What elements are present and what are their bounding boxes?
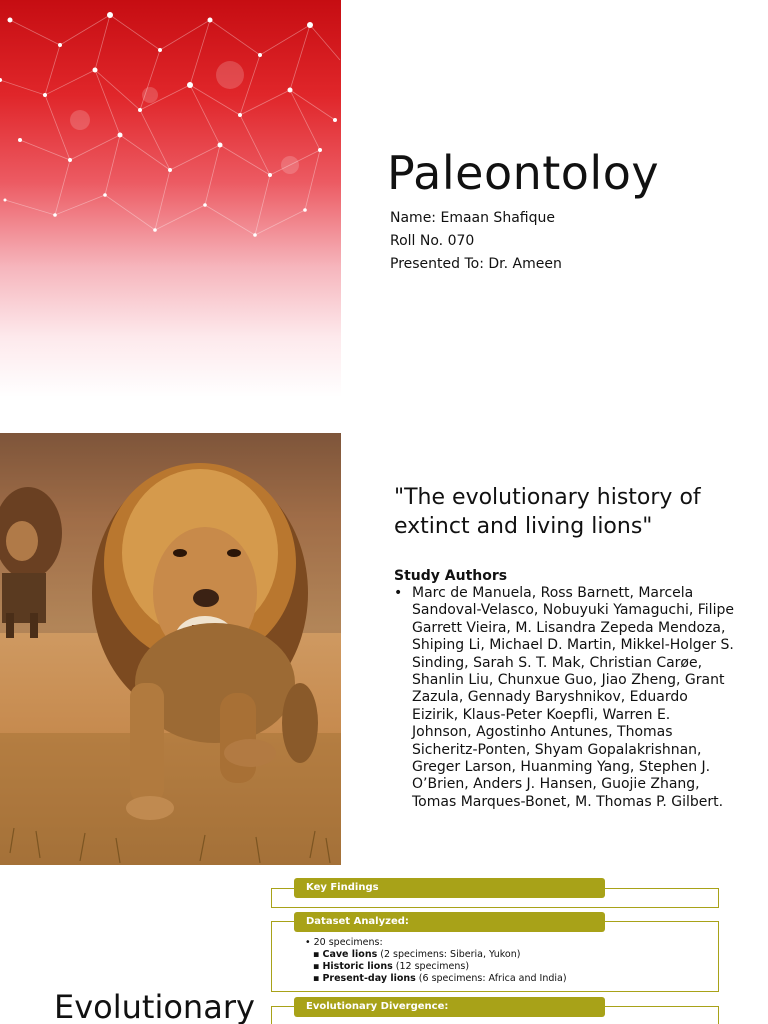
dataset-total: • 20 specimens:: [305, 937, 383, 948]
study-title-quote: "The evolutionary history of extinct and living lions": [394, 485, 701, 539]
cave-lions-detail: (2 specimens: Siberia, Yukon): [377, 949, 521, 960]
presenter-name: Name: Emaan Shafique: [390, 210, 555, 226]
present-lions-label: Present-day lions: [322, 973, 416, 984]
historic-lions-item: ▪ Historic lions (12 specimens): [313, 961, 470, 972]
historic-lions-label: Historic lions: [322, 961, 393, 972]
running-lion-photo: [0, 433, 341, 865]
present-lions-item: ▪ Present-day lions (6 specimens: Africa and India): [313, 973, 567, 984]
historic-lions-detail: (12 specimens): [392, 961, 470, 972]
study-slide: [0, 433, 768, 865]
study-authors-list: [394, 585, 734, 811]
key-findings-label: Key Findings: [294, 878, 605, 898]
cave-lions-label: Cave lions: [322, 949, 378, 960]
study-authors-item: • Marc de Manuela, Ross Barnett, Marcela Sandoval-Velasco, Nobuyuki Yamaguchi, Filipe Garrett Vieira, M. Lisandra Zepeda Mendoza, Shiping Li, Michael D. Martin, Mikkel-Holger S. Sinding, Sarah S. T. Mak, Christian Carøe, Shanlin Liu, Chunxue Guo, Jiao Zheng, Grant Zazula, Gennady Baryshnikov, Eduardo Eizirik, Klaus-Peter Koepfli, Warren E. Johnson, Agostinho Antunes, Thomas Sicheritz-Ponten, Shyam Gopalakrishnan, Greger Larson, Huanming Yang, Stephen J. O’Brien, Anders J. Hansen, Guojie Zhang, Tomas Marques-Bonet, M. Thomas P. Gilbert.: [394, 585, 734, 811]
cave-lions-item: ▪ Cave lions (2 specimens: Siberia, Yukon): [313, 949, 521, 960]
divergence-label: Evolutionary Divergence:: [294, 997, 605, 1017]
title-slide: [0, 0, 768, 432]
network-dots-graphic: [0, 0, 341, 432]
evolutionary-slide: [0, 866, 768, 1024]
dataset-label: Dataset Analyzed:: [294, 912, 605, 932]
red-network-background: [0, 0, 341, 432]
present-lions-detail: (6 specimens: Africa and India): [415, 973, 567, 984]
presented-to: Presented To: Dr. Ameen: [390, 256, 562, 272]
dataset-body: [305, 937, 567, 985]
slide-title: Evolutionary: [54, 988, 255, 1024]
lion-illustration: [0, 433, 341, 865]
study-authors-heading: Study Authors: [394, 568, 508, 584]
roll-number: Roll No. 070: [390, 233, 475, 249]
presentation-title: Paleontoloy: [387, 146, 660, 200]
